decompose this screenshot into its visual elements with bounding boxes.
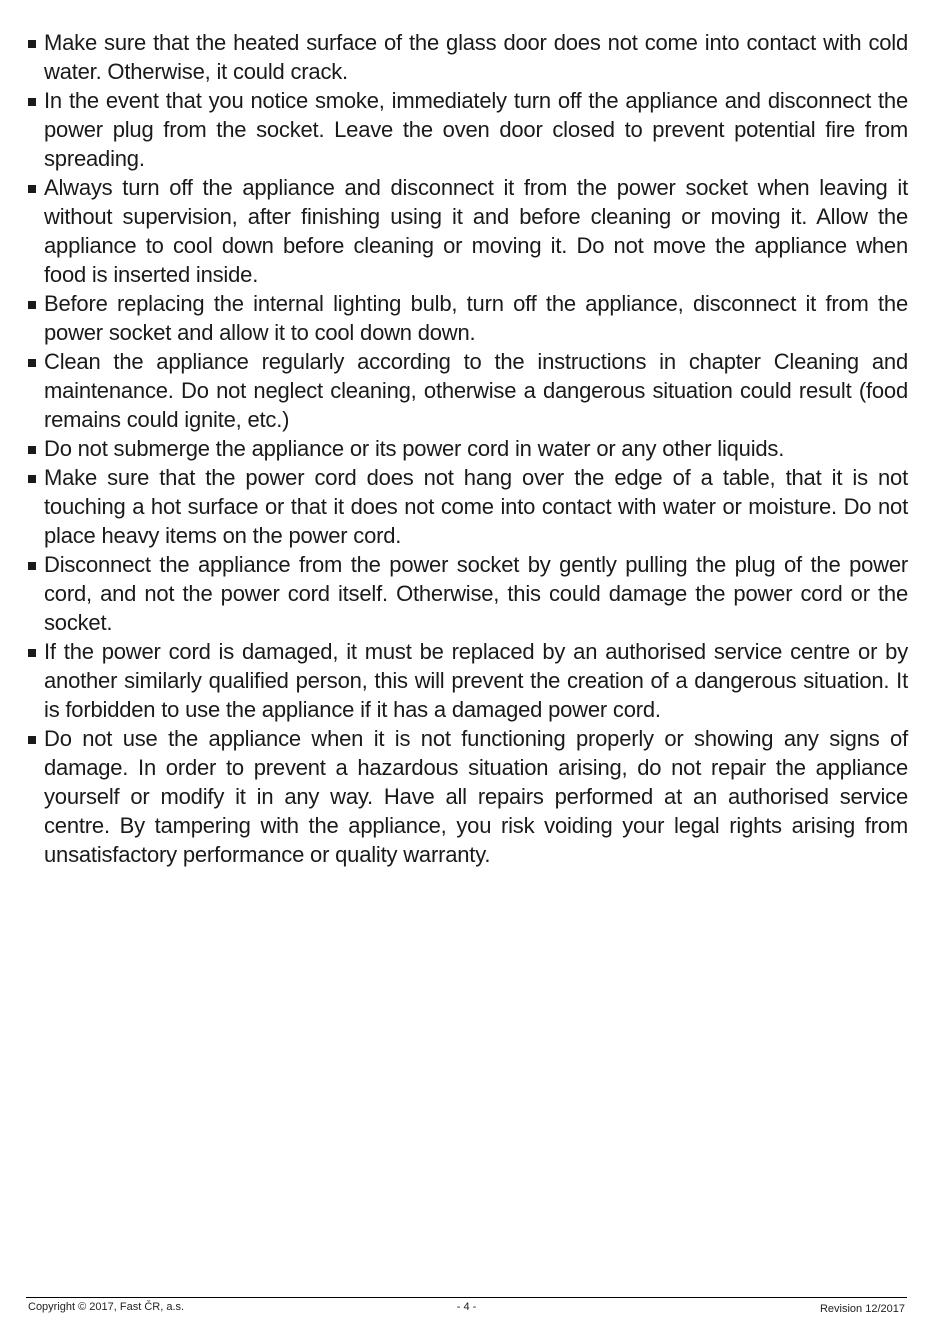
list-item: [24, 434, 908, 463]
list-item: [24, 173, 908, 289]
list-item-text: If the power cord is damaged, it must be replaced by an authorised service centre or by another similarly qualified person, this will prevent the creation of a dangerous situation. It is forbidden to use the appliance if it has a damaged power cord.: [44, 639, 908, 722]
footer-revision: Revision 12/2017: [819, 1303, 905, 1315]
square-bullet-icon: [28, 359, 36, 367]
square-bullet-icon: [28, 649, 36, 657]
safety-instructions: [24, 28, 908, 869]
list-item: [24, 724, 908, 869]
list-item-text: Make sure that the power cord does not hang over the edge of a table, that it is not touching a hot surface or that it does not come into contact with water or moisture. Do not place heavy items on the power cord.: [44, 465, 908, 548]
footer-page-number: - 4 -: [456, 1301, 477, 1313]
list-item: [24, 86, 908, 173]
footer-copyright: Copyright © 2017, Fast ČR, a.s.: [28, 1301, 185, 1313]
safety-bullet-list: [24, 28, 908, 869]
list-item: [24, 463, 908, 550]
square-bullet-icon: [28, 446, 36, 454]
list-item-text: In the event that you notice smoke, immediately turn off the appliance and disconnect the power plug from the socket. Leave the oven door closed to prevent potential fire from spreading.: [44, 88, 908, 171]
list-item-text: Make sure that the heated surface of the glass door does not come into contact with cold water. Otherwise, it could crack.: [44, 30, 908, 84]
square-bullet-icon: [28, 98, 36, 106]
square-bullet-icon: [28, 185, 36, 193]
list-item-text: Do not submerge the appliance or its power cord in water or any other liquids.: [44, 436, 785, 461]
page-footer: [26, 1297, 907, 1319]
list-item-text: Do not use the appliance when it is not functioning properly or showing any signs of damage. In order to prevent a hazardous situation arising, do not repair the appliance yourself or modify it in any way. Have all repairs performed at an authorised service centre. By tampering with the appliance, you risk voiding your legal rights arising from unsatisfactory performance or quality warranty.: [44, 726, 908, 867]
list-item: [24, 289, 908, 347]
square-bullet-icon: [28, 475, 36, 483]
square-bullet-icon: [28, 301, 36, 309]
list-item: [24, 347, 908, 434]
list-item: [24, 637, 908, 724]
square-bullet-icon: [28, 562, 36, 570]
square-bullet-icon: [28, 736, 36, 744]
list-item-text: Before replacing the internal lighting bulb, turn off the appliance, disconnect it from the power socket and allow it to cool down down.: [44, 291, 908, 345]
list-item: [24, 550, 908, 637]
list-item: [24, 28, 908, 86]
list-item-text: Disconnect the appliance from the power socket by gently pulling the plug of the power cord, and not the power cord itself. Otherwise, this could damage the power cord or the socket.: [44, 552, 908, 635]
square-bullet-icon: [28, 40, 36, 48]
list-item-text: Always turn off the appliance and disconnect it from the power socket when leaving it without supervision, after finishing using it and before cleaning or moving it. Allow the appliance to cool down before cleaning or moving it. Do not move the appliance when food is inserted inside.: [44, 175, 908, 287]
list-item-text: Clean the appliance regularly according to the instructions in chapter Cleaning and maintenance. Do not neglect cleaning, otherwise a dangerous situation could result (food remains could ignite, etc.): [44, 349, 908, 432]
